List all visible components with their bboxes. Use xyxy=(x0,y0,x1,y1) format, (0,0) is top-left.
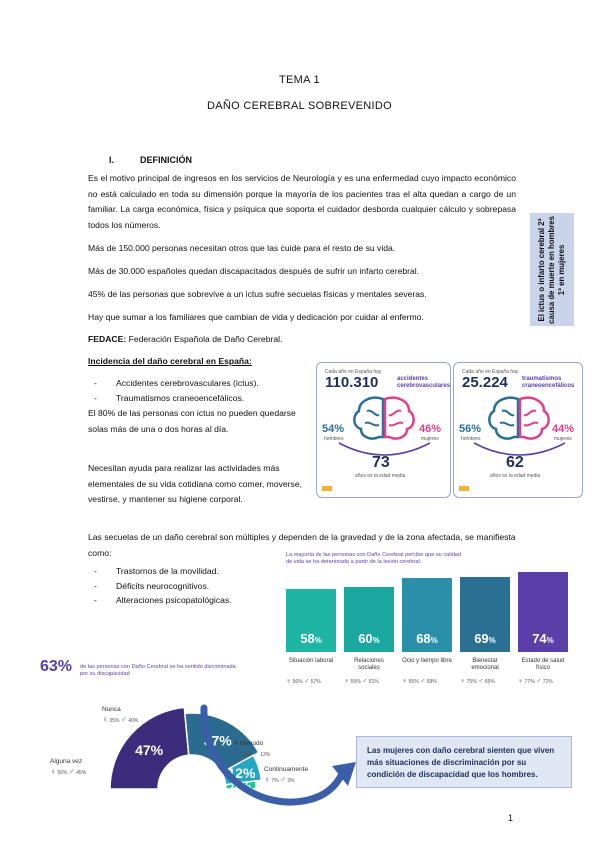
men-pct: 13% xyxy=(260,752,271,758)
list-item: - Déficits neurocognitivos. xyxy=(88,579,288,594)
male-icon: ♂ xyxy=(68,767,75,776)
secuelas-intro: Las secuelas de un daño cerebral son múltiples y dependen de la gravedad y de la zona afectada, se manifiesta como: xyxy=(88,532,516,558)
women-pct: 75% xyxy=(466,679,477,685)
bars-chart-title: La mayoría de las personas con Daño Cerebral percibe que su calidad de vida se ha deteriorado a partir de la lesión cerebral: xyxy=(286,552,462,565)
men-pct: 57% xyxy=(310,679,321,685)
bar-value-sign: % xyxy=(546,636,554,645)
ictus-sidebox xyxy=(530,213,574,326)
female-icon: ♀ xyxy=(264,775,270,784)
tce-infographic xyxy=(453,362,583,498)
bar-value xyxy=(286,631,336,646)
donut-label-name: Continuamente xyxy=(264,766,309,773)
male-icon: ♂ xyxy=(478,678,484,685)
bar-4 xyxy=(518,572,568,652)
list-item: - Trastornos de la movilidad. xyxy=(88,564,288,579)
bar-value xyxy=(460,631,510,646)
male-icon: ♂ xyxy=(304,678,310,685)
stat-paragraph-4: Hay que sumar a los familiares que cambian de vida y dedicación por cuidar al enfermo. xyxy=(88,312,424,322)
female-icon: ♀ xyxy=(344,678,350,685)
page-title: DAÑO CEREBRAL SOBREVENIDO xyxy=(207,100,392,112)
donut-slice-value: 37% xyxy=(203,732,232,749)
tema-label: TEMA 1 xyxy=(279,74,320,86)
discrimination-note xyxy=(356,736,572,788)
women-pct: 59% xyxy=(350,679,361,685)
donut-label-0 xyxy=(50,758,86,776)
info-big-label: accidentes cerebrovasculares xyxy=(397,376,451,389)
bar-value-sign: % xyxy=(430,636,438,645)
women-pct: 77% xyxy=(524,679,535,685)
section-number: I. xyxy=(109,155,115,165)
info-left-pct: 54% xyxy=(322,423,345,435)
donut-slice-value: 47% xyxy=(135,741,164,758)
men-pct: 45% xyxy=(76,770,87,776)
note-text: Las mujeres con daño cerebral sienten que viven más situaciones de discriminación por su condición de discapacidad que los hombres. xyxy=(367,746,555,779)
bar-value-sign: % xyxy=(372,636,380,645)
men-pct: 40% xyxy=(128,718,139,724)
bar-gender-legend xyxy=(518,678,568,685)
page-number: 1 xyxy=(508,813,514,823)
info-bottom-number: 73 xyxy=(372,454,390,471)
brain-icon xyxy=(484,393,554,445)
bar-1 xyxy=(344,587,394,652)
incidencia-list xyxy=(88,376,308,405)
brain-icon xyxy=(349,393,419,445)
donut-label-name: Nunca xyxy=(102,706,121,713)
incidencia-paragraph-2: Necesitan ayuda para realizar las actividades más elementales de su vida cotidiana como comer, moverse, vestirse, y mantener su higiene corporal. xyxy=(88,463,302,504)
stat-paragraph-3: 45% de las personas que sobrevive a un ictus sufre secuelas físicas y mentales severas. xyxy=(88,289,427,299)
men-pct: 65% xyxy=(484,679,495,685)
female-icon: ♀ xyxy=(460,678,466,685)
info-left-label: hombres xyxy=(324,436,344,442)
info-top-text: Cada año en España hay xyxy=(462,369,519,375)
female-icon: ♀ xyxy=(286,678,292,685)
bar-category-label: Ocio y tiempo libre xyxy=(402,658,452,664)
stat-paragraph-1: Más de 150.000 personas necesitan otros que las cuide para el resto de su vida. xyxy=(88,243,396,253)
info-right-pct: 44% xyxy=(552,423,575,435)
bar-2 xyxy=(402,578,452,652)
fedace-label: FEDACE: xyxy=(88,334,127,344)
women-pct: 13% xyxy=(241,752,252,758)
bar-category-label: Situación laboral xyxy=(288,658,334,664)
info-top-text: Cada año en España hay xyxy=(325,369,382,375)
bar-value-number: 74 xyxy=(532,631,547,646)
female-icon: ♀ xyxy=(102,715,108,724)
list-item: - Accidentes cerebrovasculares (ictus). xyxy=(88,376,308,391)
female-icon: ♀ xyxy=(402,678,408,685)
bar-3 xyxy=(460,577,510,652)
incidencia-paragraph-1: El 80% de las personas con ictus no pueden quedarse solas más de una o dos horas al día. xyxy=(88,408,296,434)
female-icon: ♀ xyxy=(50,767,56,776)
bar-0 xyxy=(286,589,336,652)
male-icon: ♂ xyxy=(120,715,127,724)
male-icon: ♂ xyxy=(536,678,542,685)
donut-label-name: Alguna vez xyxy=(50,758,83,765)
secuelas-list xyxy=(88,564,288,608)
bar-value xyxy=(344,631,394,646)
bar-value-sign: % xyxy=(314,636,322,645)
women-pct: 35% xyxy=(109,718,120,724)
info-right-label: mujeres xyxy=(554,436,572,442)
info-right-pct: 46% xyxy=(419,423,442,435)
bar-gender-legend xyxy=(460,678,510,685)
list-item: - Traumatismos craneoencefálicos. xyxy=(88,391,308,406)
female-icon: ♀ xyxy=(234,749,240,758)
women-pct: 7% xyxy=(271,778,279,784)
info-right-label: mujeres xyxy=(421,436,439,442)
ictus-infographic xyxy=(316,362,451,498)
men-pct: 72% xyxy=(542,679,553,685)
donut-label-1 xyxy=(102,706,138,724)
male-icon: ♂ xyxy=(362,678,368,685)
incidencia-heading: Incidencia del daño cerebral en España: xyxy=(88,356,252,366)
women-pct: 65% xyxy=(408,679,419,685)
info-big-number: 110.310 xyxy=(325,374,379,391)
fedace-line xyxy=(88,332,528,348)
bar-category-label: Bienestar emocional xyxy=(471,658,499,671)
intro-paragraph: Es el motivo principal de ingresos en los servicios de Neurología y es una enfermedad cuyo impacto económico no está calculado en toda su dimensión porque la mayoría de los pacientes tras el alta quedan a cargo de un familiar. La carga económica, física y psíquica que soporta el cuidador desborda cualquier cálculo y sobrepasa todos los números. xyxy=(88,173,516,230)
section-heading: DEFINICIÓN xyxy=(140,155,193,165)
bar-category-label: Estado de salud físico xyxy=(521,658,565,671)
info-bottom-label: años es la edad media xyxy=(490,473,541,479)
info-bottom-number: 62 xyxy=(506,454,524,471)
stat-paragraph-2: Más de 30.000 españoles quedan discapacitados después de sufrir un infarto cerebral. xyxy=(88,266,420,276)
men-pct: 61% xyxy=(368,679,379,685)
male-icon: ♂ xyxy=(280,775,287,784)
info-left-pct: 56% xyxy=(459,423,482,435)
fedace-logo-icon xyxy=(322,486,332,491)
women-pct: 50% xyxy=(57,770,68,776)
info-big-label: traumatismos craneoencefálicos xyxy=(522,376,575,389)
donut-slice-value: 12% xyxy=(227,764,256,781)
men-pct: 3% xyxy=(287,778,295,784)
list-item: - Alteraciones psicopatológicas. xyxy=(88,593,288,608)
men-pct: 69% xyxy=(426,679,437,685)
bar-value-number: 69 xyxy=(474,631,489,646)
donut-headline-pct: 63% xyxy=(40,658,73,675)
bar-value xyxy=(518,631,568,646)
bar-value-number: 58 xyxy=(300,631,315,646)
info-bottom-label: años es la edad media xyxy=(355,473,406,479)
male-icon: ♂ xyxy=(252,749,259,758)
bar-gender-legend xyxy=(402,678,452,685)
donut-headline-text: de las personas con Daño Cerebral se ha sentido discriminada por su discapacidad xyxy=(80,664,236,677)
fedace-text: Federación Española de Daño Cerebral. xyxy=(126,334,283,344)
bar-value-number: 68 xyxy=(416,631,431,646)
bar-value-number: 60 xyxy=(358,631,373,646)
ictus-sidebox-text: El ictus o infarto cerebral 2ª causa de muerte en hombres 1ª en mujeres xyxy=(537,215,566,324)
curved-arrow-icon xyxy=(196,700,361,820)
info-left-label: hombres xyxy=(461,436,481,442)
bar-value-sign: % xyxy=(488,636,496,645)
donut-slice-value: 4% xyxy=(230,777,252,794)
info-big-number: 25.224 xyxy=(462,374,508,391)
fedace-logo-icon xyxy=(459,486,469,491)
donut-label-name: A menudo xyxy=(234,740,264,747)
male-icon: ♂ xyxy=(420,678,426,685)
women-pct: 56% xyxy=(292,679,303,685)
bar-value xyxy=(402,631,452,646)
bar-category-label: Relaciones sociales xyxy=(354,658,384,671)
female-icon: ♀ xyxy=(518,678,524,685)
